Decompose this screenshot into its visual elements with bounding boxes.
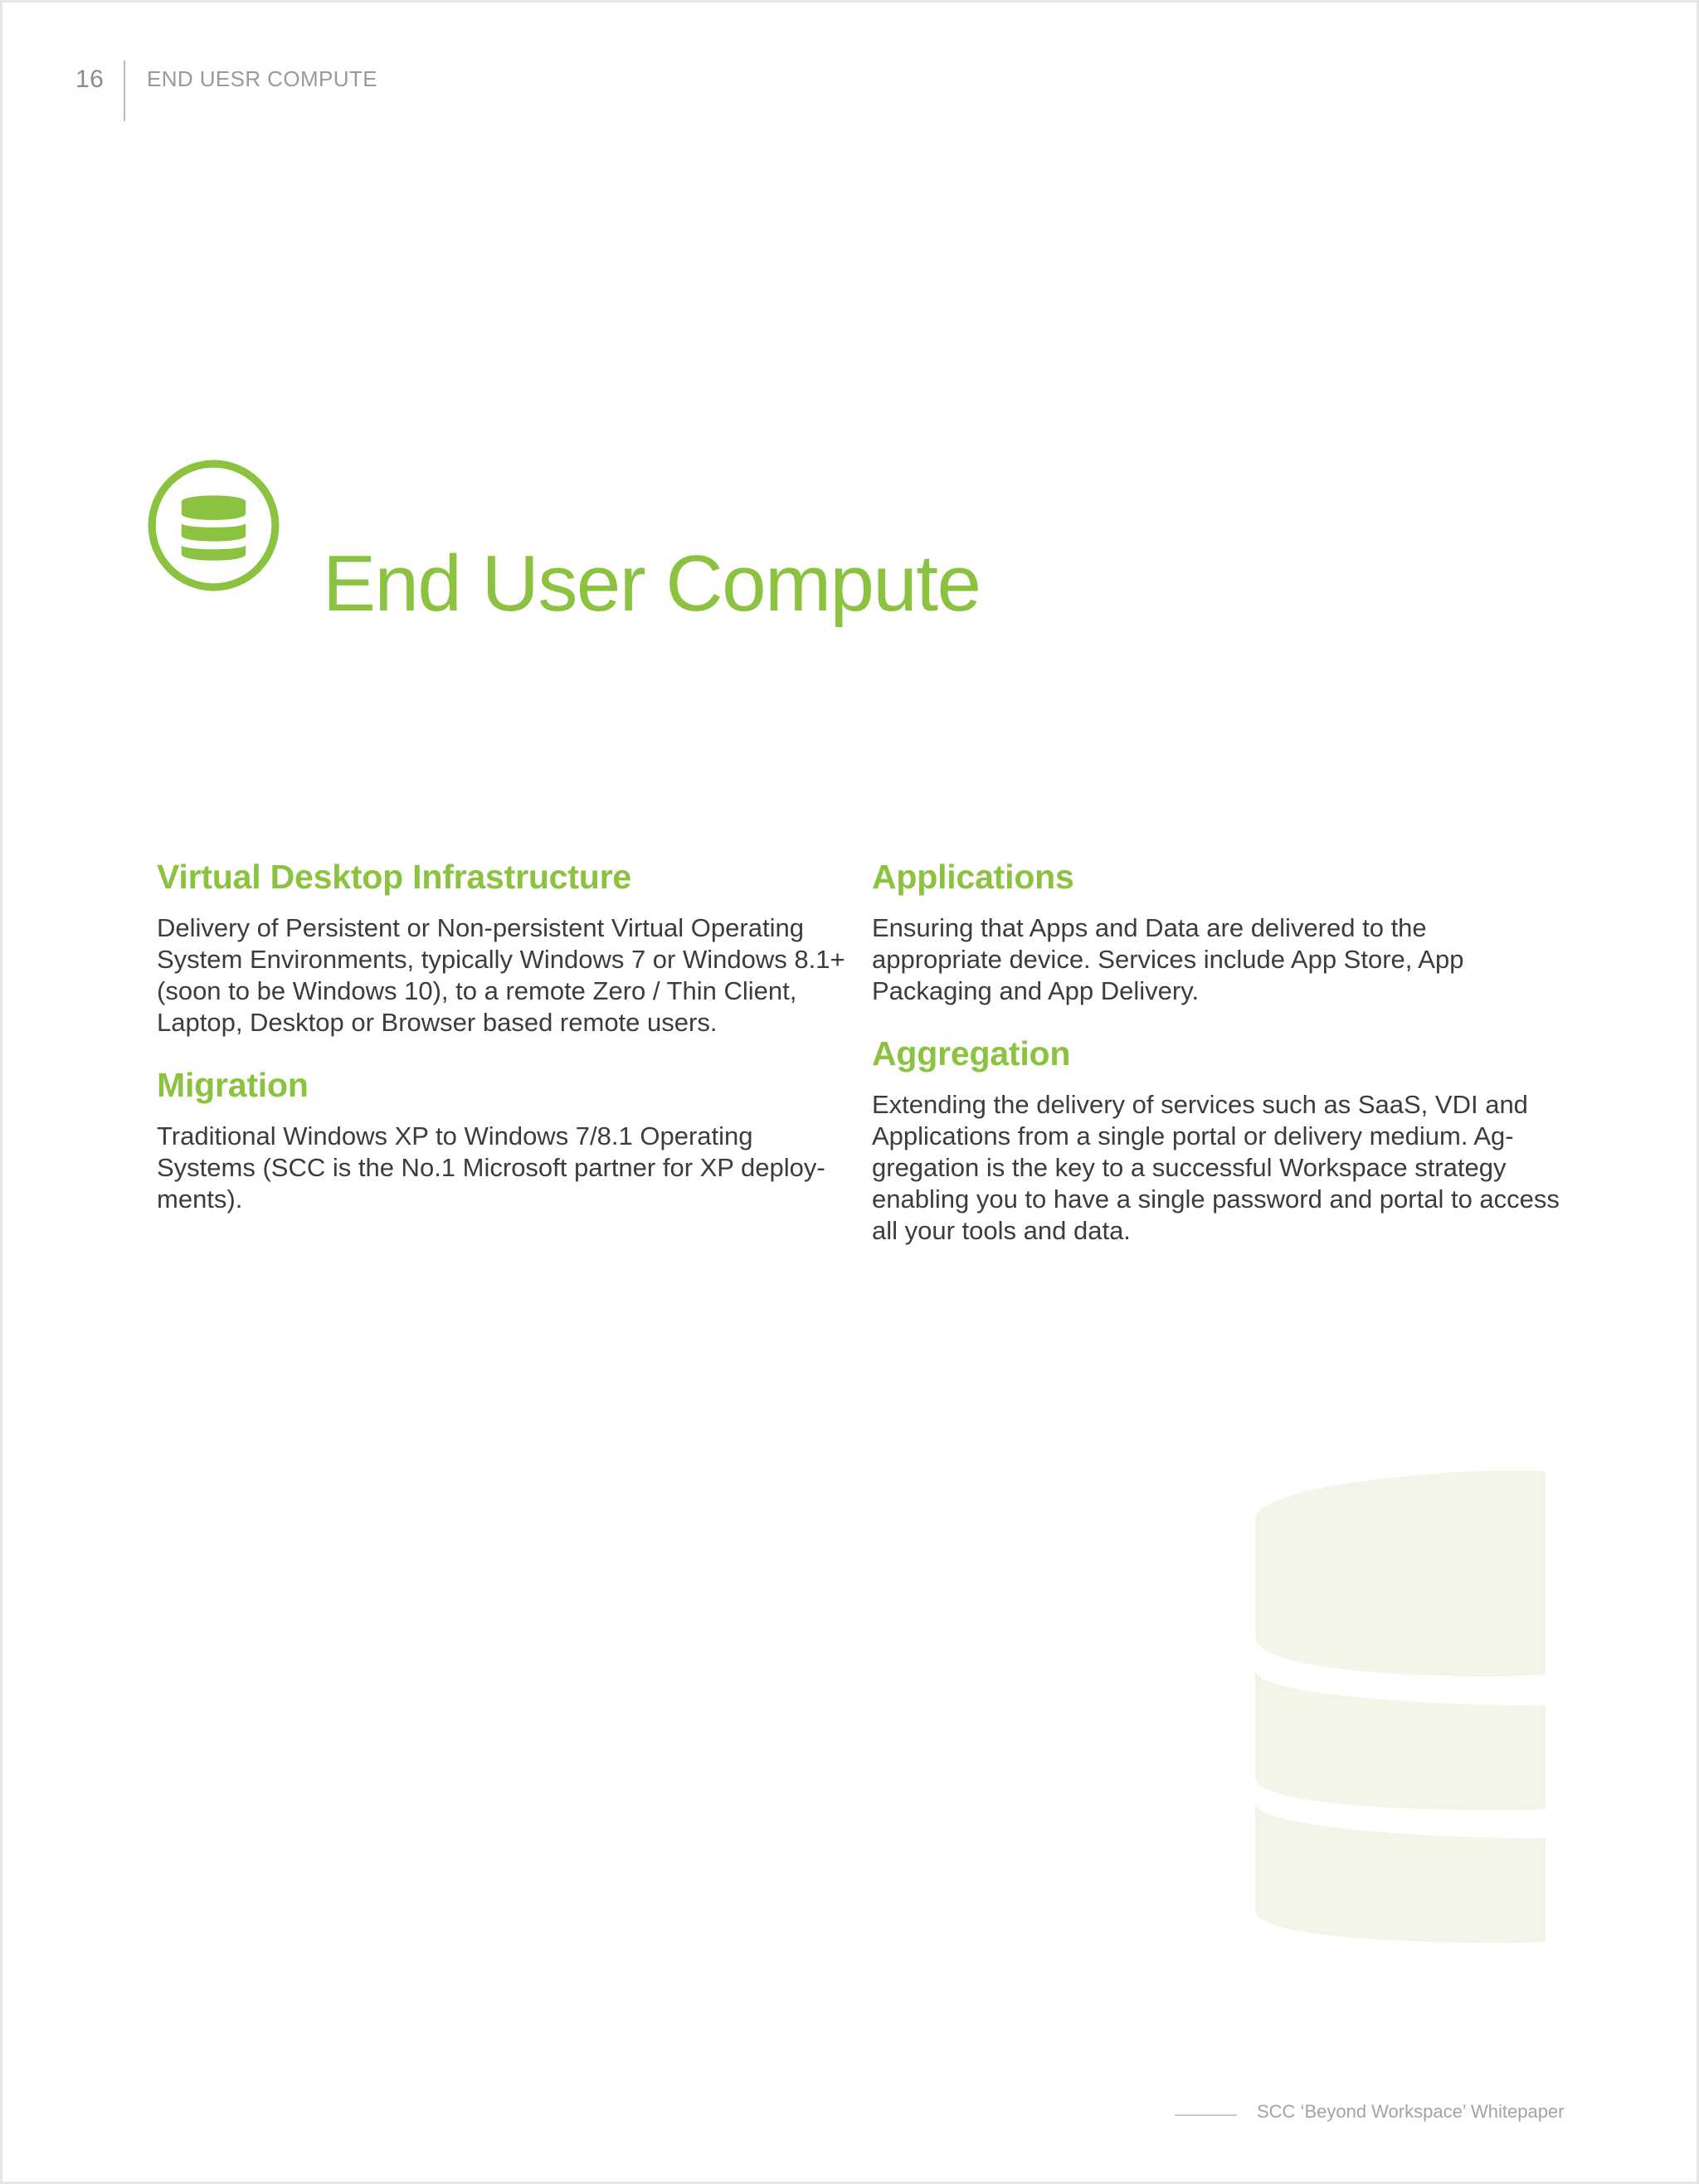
section-aggregation	[872, 1032, 1560, 1247]
page-number: 16	[75, 66, 105, 93]
section-vdi	[157, 855, 845, 1038]
header-divider	[124, 61, 125, 121]
section-body-migration: Traditional Windows XP to Windows 7/8.1 Operating Systems (SCC is the No.1 Microsoft partner for XP deploy-ments).	[157, 1121, 825, 1214]
database-icon	[146, 458, 281, 593]
section-applications	[872, 855, 1560, 1007]
section-body-vdi: Delivery of Persistent or Non-persistent Virtual Operating System Environments, typically Windows 7 or Windows 8.1+ (soon to be Windows 10), to a remote Zero / Thin Client, Laptop, Desktop or Browser based remote users.	[157, 913, 845, 1037]
section-body-applications: Ensuring that Apps and Data are delivered to the appropriate device. Services include App Store, App Packaging and App Delivery.	[872, 913, 1464, 1005]
footer-text: SCC ‘Beyond Workspace’ Whitepaper	[1257, 2101, 1565, 2122]
background-database-icon	[1255, 1471, 1554, 1952]
footer-rule	[1175, 2114, 1237, 2116]
section-heading-applications: Applications	[872, 858, 1074, 896]
section-migration	[157, 1063, 845, 1215]
section-heading-vdi: Virtual Desktop Infrastructure	[157, 858, 631, 896]
left-column	[157, 855, 845, 1215]
page-title: End User Compute	[323, 539, 981, 629]
section-heading-aggregation: Aggregation	[872, 1034, 1071, 1073]
right-column	[872, 855, 1560, 1247]
section-body-aggregation: Extending the delivery of services such as SaaS, VDI and Applications from a single portal or delivery medium. Ag-gregation is the key to a successful Workspace strategy enabling you to have a single password and portal to access all your tools and data.	[872, 1090, 1560, 1245]
running-title: END UESR COMPUTE	[147, 66, 377, 91]
section-heading-migration: Migration	[157, 1066, 309, 1104]
